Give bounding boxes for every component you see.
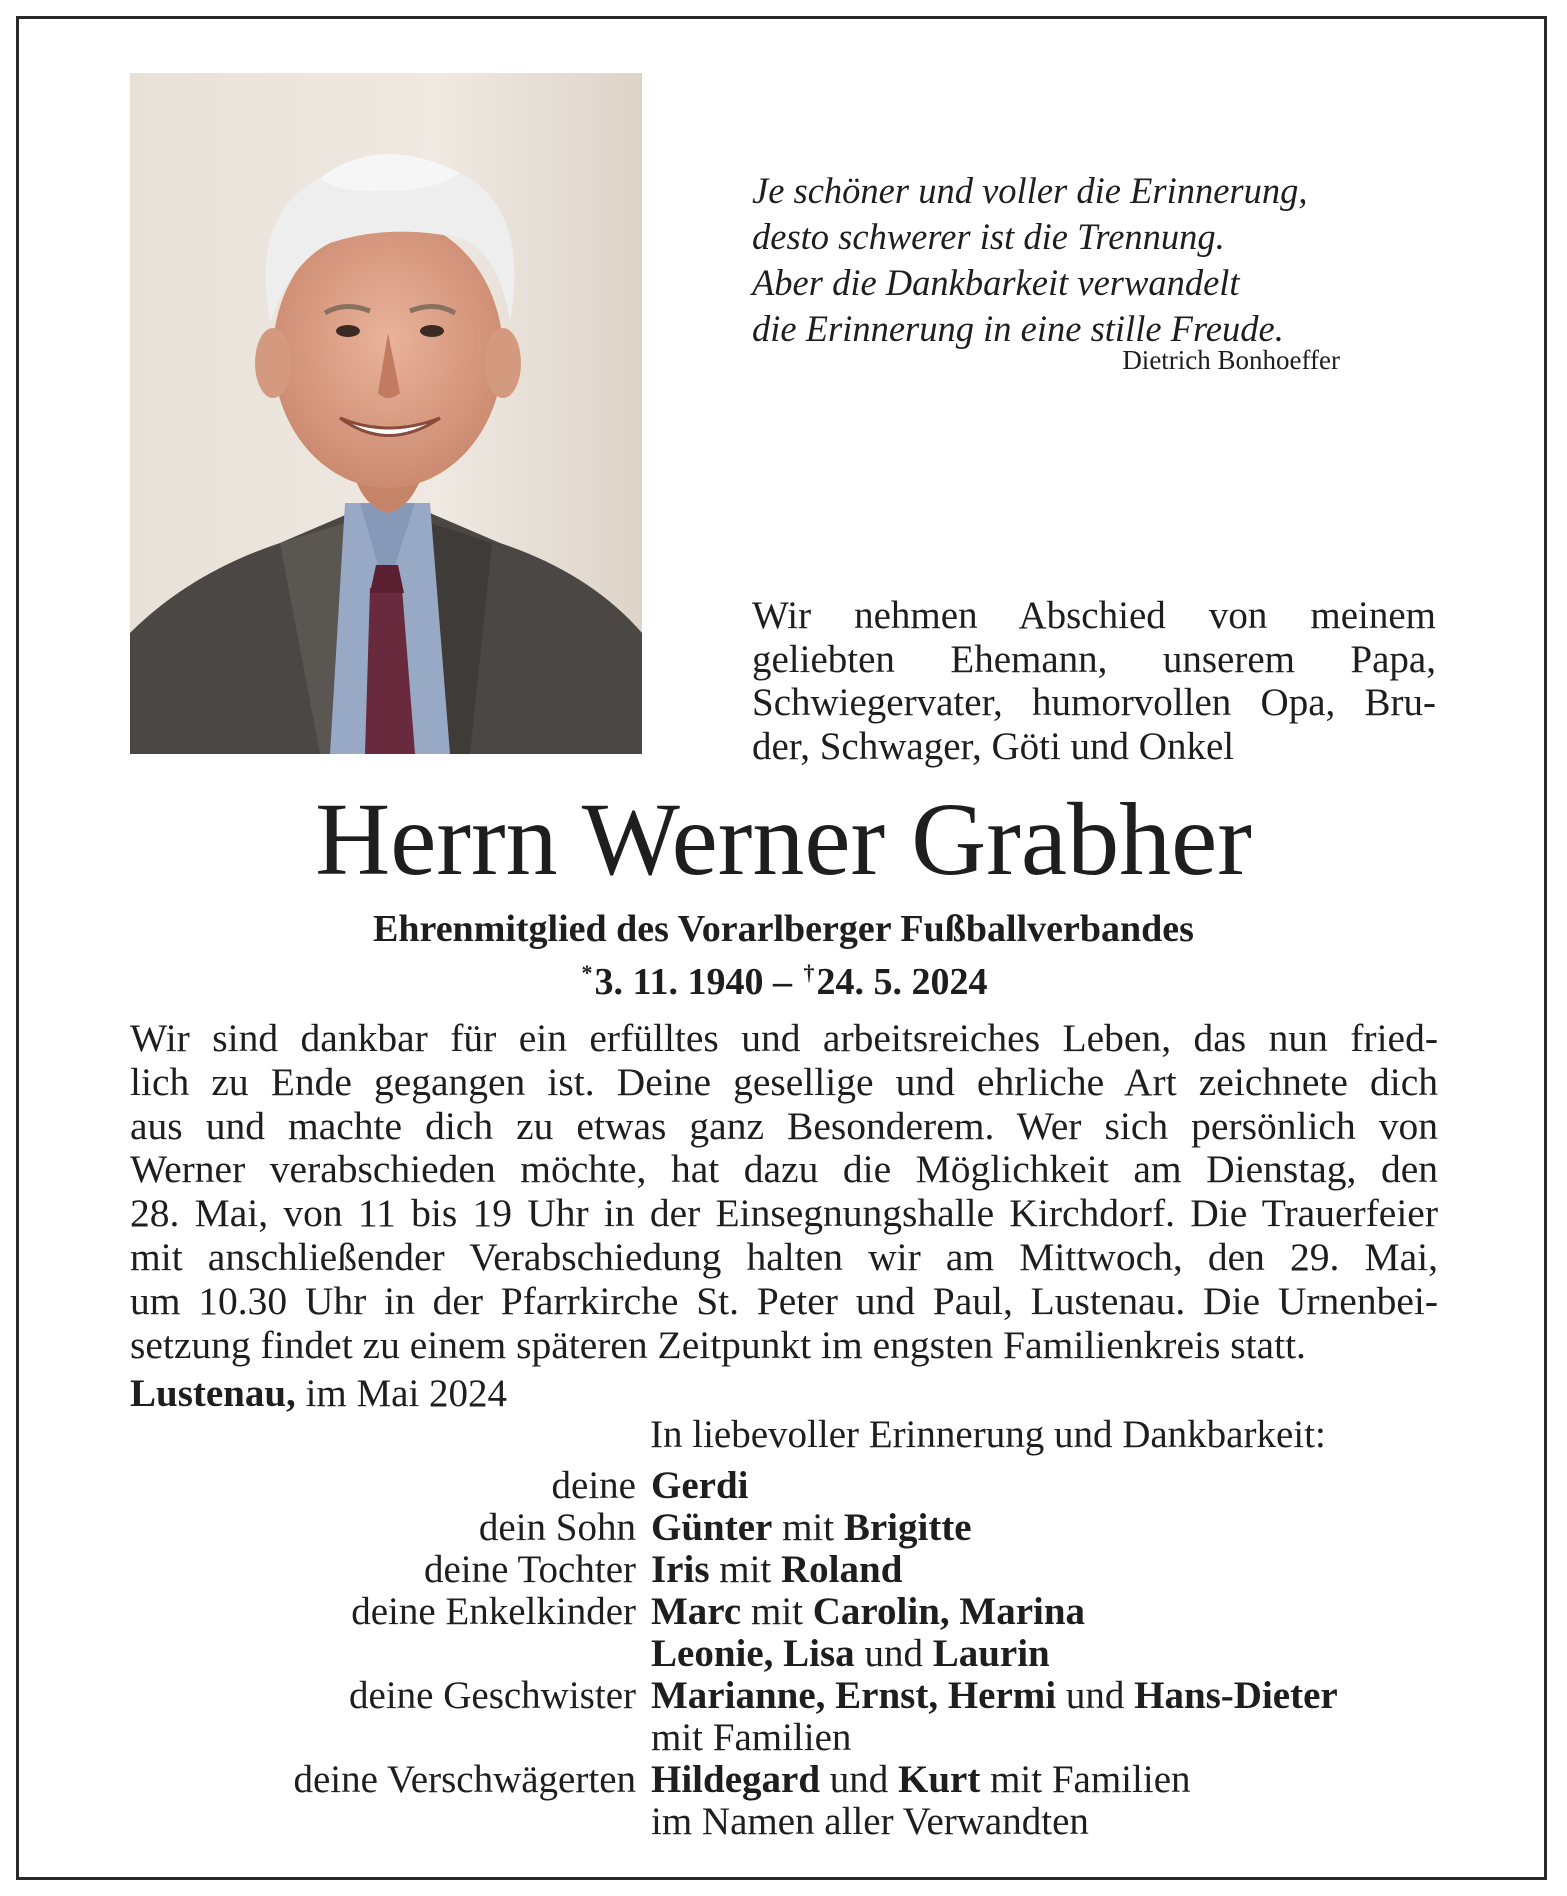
family-name: Laurin [932,1632,1050,1675]
family-names [651,1549,1338,1591]
family-name: Roland [781,1548,903,1591]
memorial-quote [752,168,1352,352]
family-relation [200,1717,651,1759]
family-names [651,1675,1338,1717]
body-line: Werner verabschieden möchte, hat dazu die Möglichkeit am Dienstag, den [130,1147,1438,1192]
obituary-text [130,1017,1438,1367]
family-relation: deine [551,1464,636,1507]
family-names [651,1465,1338,1507]
quote-line: die Erinnerung in eine stille Freude. [752,308,1284,349]
birth-date: 3. 11. 1940 [594,961,764,1003]
family-row [200,1465,1338,1507]
intro-line: geliebten Ehemann, unserem Papa, [752,637,1436,681]
family-connector: mit Familien [651,1716,852,1759]
family-row [200,1591,1338,1633]
family-row [200,1507,1338,1549]
family-name: Kurt [898,1758,981,1801]
family-connector: und [854,1632,933,1675]
family-connector: mit [741,1590,813,1633]
quote-line: Aber die Dankbarkeit verwandelt [752,262,1240,303]
place-city: Lustenau, [130,1372,296,1415]
date-dash: – [772,961,792,1003]
quote-author: Dietrich Bonhoeffer [1122,345,1340,375]
deceased-name: Herrn Werner Grabher [315,782,1252,897]
birth-symbol: * [581,960,593,985]
family-connector: mit Familien [980,1758,1191,1801]
family-row [200,1549,1338,1591]
family-name: Iris [651,1548,710,1591]
family-row [200,1717,1338,1759]
family-name: Gerdi [651,1464,749,1507]
family-row [200,1801,1338,1843]
place-date [130,1372,507,1416]
family-connector: und [1056,1674,1135,1717]
family-relation [200,1801,651,1843]
portrait-photo [130,73,642,754]
family-name: Günter [651,1506,773,1549]
family-relation: deine Geschwister [349,1674,636,1717]
quote-line: Je schöner und voller die Erinnerung, [752,170,1308,211]
family-name: Leonie, Lisa [651,1632,855,1675]
intro-line: Wir nehmen Abschied von meinem [752,594,1436,637]
family-name: Hans-Dieter [1134,1674,1338,1717]
body-line: 28. Mai, von 11 bis 19 Uhr in der Einsegnungshalle Kirchdorf. Die Trauerfeier [130,1191,1438,1236]
family-names [651,1633,1338,1675]
family-relation: dein Sohn [478,1506,636,1549]
thanks-line: In liebevoller Erinnerung und Dankbarkeit: [650,1413,1326,1456]
family-names [651,1801,1338,1843]
honorary-title: Ehrenmitglied des Vorarlberger Fußballverbandes [373,908,1194,950]
family-name: Hildegard [651,1758,821,1801]
family-name: Carolin, Marina [812,1590,1086,1633]
family-names [651,1507,1338,1549]
family-names [651,1717,1338,1759]
family-relation: deine Tochter [423,1548,636,1591]
intro-line: Schwiegervater, humorvollen Opa, Bru- [752,681,1436,724]
life-dates [0,951,1567,1004]
family-row [200,1759,1338,1801]
farewell-intro [752,594,1436,768]
family-connector: mit [772,1506,844,1549]
family-connector: mit [709,1548,782,1591]
body-line: lich zu Ende gegangen ist. Deine gesellige und ehrliche Art zeichnete dich [130,1059,1438,1104]
family-connector: und [820,1758,899,1801]
family-name: Marc [651,1590,742,1633]
body-line: mit anschließender Verabschiedung halten wir am Mittwoch, den 29. Mai, [130,1234,1438,1279]
family-list [200,1465,1338,1843]
quote-line: desto schwerer ist die Trennung. [752,216,1225,257]
family-row [200,1633,1338,1675]
place-month: im Mai 2024 [305,1372,508,1415]
intro-line: der, Schwager, Göti und Onkel [752,724,1235,768]
family-row [200,1675,1338,1717]
family-connector: im Namen aller Verwandten [651,1800,1089,1843]
death-date: 24. 5. 2024 [816,961,988,1003]
family-name: Marianne, Ernst, Hermi [651,1674,1057,1717]
family-name: Brigitte [843,1506,972,1549]
body-line: um 10.30 Uhr in der Pfarrkirche St. Peter und Paul, Lustenau. Die Urnenbei- [130,1278,1438,1323]
family-names [651,1759,1338,1801]
family-relation [200,1633,651,1675]
body-line: setzung findet zu einem späteren Zeitpunkt im engsten Familienkreis statt. [130,1322,1306,1367]
body-line: aus und machte dich zu etwas ganz Besonderem. Wer sich persönlich von [130,1103,1438,1148]
family-relation: deine Enkelkinder [351,1590,636,1633]
family-relation: deine Verschwägerten [293,1758,636,1801]
family-names [651,1591,1338,1633]
body-line: Wir sind dankbar für ein erfülltes und arbeitsreiches Leben, das nun fried- [130,1016,1438,1060]
death-symbol: † [803,960,815,985]
